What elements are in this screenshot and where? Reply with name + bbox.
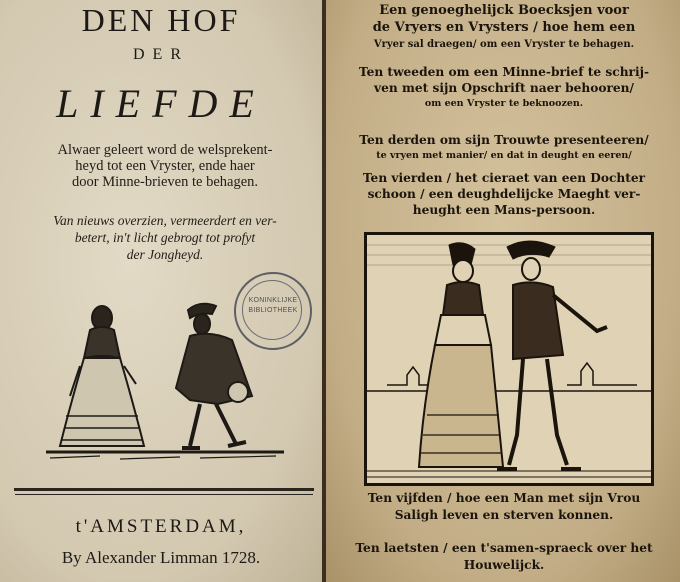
title-line-1: DEN HOF — [81, 2, 241, 38]
fifth-line: Saligh leven en sterven konnen. — [394, 508, 614, 522]
title-line-3: LIEFDE — [56, 81, 266, 126]
last-line: Houwelijck. — [463, 558, 545, 572]
imprint-publisher: By Alexander Limman 1728. — [61, 548, 261, 567]
stamp-line: BIBLIOTHEEK — [248, 307, 298, 314]
stamp-line: KONINKLIJKE — [248, 297, 298, 304]
title-line-2: DER — [133, 46, 189, 63]
fifth-block — [334, 490, 674, 524]
fourth-line: schoon / een deughdelijcke Maeght ver- — [367, 187, 641, 201]
second-line: om een Vryster te beknoozen. — [424, 98, 584, 109]
courting-couple-woodcut — [367, 235, 651, 483]
subtitle-line: heyd tot een Vryster, ende haer — [75, 158, 255, 174]
second-line: Ten tweeden om een Minne-brief te schrij- — [358, 65, 650, 79]
left-title-page — [0, 0, 322, 582]
subtitle-line: Alwaer geleert word de welsprekent- — [57, 142, 273, 158]
right-title-page — [326, 0, 680, 582]
second-block — [334, 64, 674, 112]
double-rule-divider — [14, 488, 314, 491]
stamp-text — [236, 296, 310, 316]
second-line: ven met sijn Opschrift naer behooren/ — [374, 81, 634, 95]
edition-note-line: Van nieuws overzien, vermeerdert en ver- — [53, 213, 277, 228]
edition-note-line: betert, in't licht gebrogt tot profyt — [74, 230, 256, 245]
header-small-line: Vryer sal draegen/ om een Vryster te behagen. — [373, 39, 635, 50]
last-line: Ten laetsten / een t'samen-spraeck over het — [355, 541, 653, 555]
fifth-line: Ten vijfden / hoe een Man met sijn Vrou — [367, 491, 641, 505]
subtitle-line: door Minne-brieven te behagen. — [71, 174, 258, 190]
fourth-line: heught een Mans-persoon. — [412, 203, 596, 217]
subtitle — [18, 142, 312, 190]
header-line: de Vryers en Vrysters / hoe hem een — [372, 20, 636, 35]
third-small-line: te vryen met manier/ en dat in deught en eeren/ — [376, 150, 632, 161]
fourth-line: Ten vierden / het cieraet van een Dochter — [362, 171, 646, 185]
third-block — [334, 132, 674, 164]
fourth-block — [334, 170, 674, 218]
header-block — [334, 2, 674, 53]
library-stamp — [234, 272, 312, 350]
imprint-city: t'AMSTERDAM, — [75, 516, 247, 537]
edition-note — [18, 212, 312, 263]
framed-woodcut — [364, 232, 654, 486]
header-line: Een genoeghelijck Boecksjen voor — [379, 3, 629, 18]
edition-note-line: der Jongheyd. — [126, 247, 204, 262]
third-line: Ten derden om sijn Trouwte presenteeren/ — [359, 133, 649, 147]
last-block — [334, 540, 674, 574]
